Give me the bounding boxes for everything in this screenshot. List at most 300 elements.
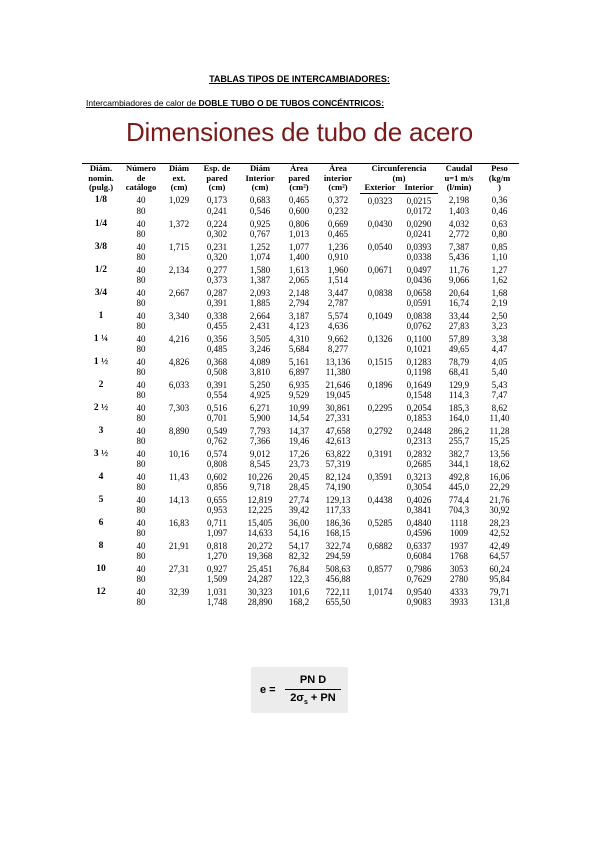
cell-catalog-number: 80 — [136, 505, 146, 515]
formula-denominator: $2\sigma_s$ + PN — [290, 692, 336, 707]
cell-circ-interior: 0,7629 — [406, 574, 432, 584]
cell-outer-diameter: 7,303 — [168, 402, 190, 413]
cell-nominal-diameter: 6 — [98, 517, 104, 528]
cell-wall-area: 2,794 — [288, 298, 310, 308]
header-nominal-diameter: Diám. nomin. (pulg.) — [82, 164, 120, 194]
cell-inner-diameter: 1,885 — [249, 298, 271, 308]
formula-fraction-bar — [285, 689, 341, 690]
cell-circ-exterior: 0,0671 — [367, 264, 393, 275]
cell-catalog-number: 40 — [136, 471, 146, 482]
cell-inner-diameter: 0,767 — [249, 229, 271, 239]
cell-nominal-diameter: 1/4 — [94, 218, 108, 229]
cell-nominal-diameter: 1 — [98, 310, 104, 321]
cell-outer-diameter: 10,16 — [168, 448, 190, 459]
cell-circ-interior: 0,0172 — [406, 206, 432, 216]
cell-weight: 2,50 — [491, 310, 508, 321]
table-row — [82, 516, 519, 529]
cell-inner-diameter: 24,287 — [247, 574, 273, 584]
cell-inner-area: 456,88 — [325, 574, 351, 584]
cell-weight: 16,06 — [489, 471, 510, 482]
cell-flow: 27,83 — [448, 321, 470, 331]
cell-flow: 33,44 — [448, 310, 470, 321]
cell-nominal-diameter: 1/8 — [94, 195, 108, 205]
cell-outer-diameter: 6,033 — [168, 379, 190, 390]
table-row — [82, 574, 519, 585]
header-circ-interior: Interior — [404, 182, 434, 192]
cell-inner-diameter: 3,810 — [249, 367, 271, 377]
cell-inner-diameter: 15,405 — [247, 517, 273, 528]
cell-weight: 60,24 — [489, 563, 510, 574]
cell-catalog-number: 40 — [136, 218, 146, 229]
cell-weight: 15,25 — [489, 436, 510, 446]
cell-weight: 3,38 — [491, 333, 508, 344]
table-row — [82, 378, 519, 391]
cell-nominal-diameter: 3 — [98, 425, 104, 436]
cell-wall-thickness: 0,455 — [206, 321, 228, 331]
table-row — [82, 332, 519, 345]
header-catalog-number: Número de catálogo — [120, 164, 162, 194]
cell-wall-area: 122,3 — [288, 574, 310, 584]
table-row — [82, 401, 519, 414]
cell-wall-area: 54,17 — [288, 540, 310, 551]
cell-inner-diameter: 19,368 — [247, 551, 273, 561]
cell-outer-diameter: 16,83 — [168, 517, 190, 528]
cell-circ-interior: 0,6084 — [406, 551, 432, 561]
subtitle-prefix: Intercambiadores de calor de — [86, 98, 199, 108]
cell-circ-interior: 0,1853 — [406, 413, 432, 423]
cell-circ-exterior: 1,0174 — [367, 586, 393, 597]
cell-inner-diameter: 9,012 — [249, 448, 271, 459]
cell-inner-diameter: 1,252 — [249, 241, 271, 252]
cell-nominal-diameter: 8 — [98, 540, 104, 551]
table-row — [82, 436, 519, 447]
cell-inner-diameter: 12,819 — [247, 494, 273, 505]
cell-wall-area: 17,26 — [288, 448, 310, 459]
cell-circ-interior: 0,6337 — [406, 540, 432, 551]
cell-flow: 774,4 — [448, 494, 470, 505]
header-flow: Caudal u=1 m/s (l/min) — [438, 164, 480, 194]
table-row — [82, 447, 519, 460]
cell-wall-area: 54,16 — [288, 528, 310, 538]
cell-catalog-number: 40 — [136, 494, 146, 505]
cell-weight: 0,80 — [491, 229, 508, 239]
cell-catalog-number: 80 — [136, 275, 146, 285]
cell-catalog-number: 40 — [136, 563, 146, 574]
cell-wall-area: 14,37 — [288, 425, 310, 436]
cell-weight: 4,47 — [491, 344, 508, 354]
cell-wall-thickness: 0,173 — [206, 195, 228, 206]
cell-flow: 114,3 — [449, 390, 469, 400]
cell-weight: 7,47 — [491, 390, 508, 400]
cell-weight: 5,43 — [491, 379, 508, 390]
cell-flow: 3053 — [450, 563, 468, 574]
cell-flow: 57,89 — [448, 333, 470, 344]
cell-wall-thickness: 0,368 — [206, 356, 228, 367]
cell-inner-area: 294,59 — [325, 551, 351, 561]
table-row — [82, 390, 519, 401]
cell-flow: 49,65 — [448, 344, 470, 354]
cell-wall-area: 1,013 — [288, 229, 310, 239]
cell-weight: 1,27 — [491, 264, 508, 275]
cell-circ-interior: 0,0338 — [406, 252, 432, 262]
cell-weight: 95,84 — [489, 574, 510, 584]
cell-weight: 21,76 — [489, 494, 510, 505]
cell-circ-interior: 0,0290 — [406, 218, 432, 229]
cell-inner-area: 13,136 — [325, 356, 351, 367]
cell-wall-thickness: 0,302 — [206, 229, 228, 239]
cell-flow: 704,3 — [448, 505, 470, 515]
table-row — [82, 309, 519, 322]
cell-wall-area: 76,84 — [288, 563, 310, 574]
cell-circ-interior: 0,2685 — [406, 459, 432, 469]
cell-weight: 0,46 — [491, 206, 508, 216]
cell-catalog-number: 80 — [136, 229, 146, 239]
cell-catalog-number: 80 — [136, 551, 146, 561]
cell-wall-thickness: 0,224 — [206, 218, 228, 229]
cell-circ-interior: 0,0215 — [406, 195, 432, 206]
cell-nominal-diameter: 1/2 — [94, 264, 108, 275]
cell-catalog-number: 80 — [136, 252, 146, 262]
cell-inner-area: 21,646 — [325, 379, 351, 390]
cell-weight: 2,19 — [491, 298, 508, 308]
cell-flow: 286,2 — [448, 425, 470, 436]
cell-flow: 255,7 — [448, 436, 470, 446]
cell-nominal-diameter: 3/8 — [94, 241, 108, 252]
cell-inner-diameter: 4,089 — [249, 356, 271, 367]
table-row — [82, 482, 519, 493]
table-heading: Dimensiones de tubo de acero — [125, 117, 474, 147]
header-circumference: Circunferencia (m) — [360, 164, 438, 184]
cell-inner-area: 0,465 — [327, 229, 349, 239]
cell-inner-diameter: 5,900 — [249, 413, 271, 423]
cell-circ-interior: 0,7986 — [406, 563, 432, 574]
cell-flow: 2,772 — [448, 229, 470, 239]
cell-flow: 20,64 — [448, 287, 470, 298]
cell-circ-exterior: 0,4438 — [367, 494, 393, 505]
cell-catalog-number: 80 — [136, 367, 146, 377]
table-row — [82, 321, 519, 332]
cell-catalog-number: 40 — [136, 540, 146, 551]
cell-wall-area: 20,45 — [288, 471, 310, 482]
cell-wall-area: 6,935 — [288, 379, 310, 390]
cell-inner-diameter: 8,545 — [249, 459, 271, 469]
cell-inner-area: 42,613 — [325, 436, 351, 446]
cell-wall-area: 1,613 — [288, 264, 310, 275]
cell-flow: 2,198 — [448, 195, 470, 206]
cell-flow: 185,3 — [448, 402, 470, 413]
cell-weight: 79,71 — [489, 586, 510, 597]
cell-wall-thickness: 0,241 — [206, 206, 228, 216]
cell-weight: 4,05 — [491, 356, 508, 367]
cell-wall-area: 23,73 — [288, 459, 310, 469]
cell-circ-interior: 0,1548 — [406, 390, 432, 400]
subtitle-bold: DOBLE TUBO O DE TUBOS CONCÉNTRICOS: — [198, 98, 385, 108]
cell-catalog-number: 40 — [136, 264, 146, 275]
cell-outer-diameter: 1,372 — [168, 218, 190, 229]
table-row — [82, 286, 519, 299]
header-wall-area: Área pared (cm²) — [282, 164, 316, 194]
cell-catalog-number: 80 — [136, 574, 146, 584]
cell-circ-interior: 0,2448 — [406, 425, 432, 436]
cell-circ-interior: 0,1021 — [406, 344, 432, 354]
cell-wall-thickness: 0,391 — [206, 298, 228, 308]
cell-circ-interior: 0,3054 — [406, 482, 432, 492]
cell-inner-diameter: 0,925 — [249, 218, 271, 229]
document-title: TABLAS TIPOS DE INTERCAMBIADORES: — [209, 74, 390, 84]
cell-wall-thickness: 0,287 — [206, 287, 228, 298]
cell-circ-interior: 0,1283 — [406, 356, 432, 367]
cell-inner-area: 0,372 — [327, 195, 349, 206]
table-row — [82, 355, 519, 368]
cell-inner-area: 0,669 — [327, 218, 349, 229]
table-row — [82, 505, 519, 516]
cell-inner-area: 5,574 — [327, 310, 349, 321]
cell-inner-diameter: 12,225 — [247, 505, 273, 515]
table-row — [82, 470, 519, 483]
cell-circ-interior: 0,4840 — [406, 517, 432, 528]
cell-flow: 4,032 — [448, 218, 470, 229]
cell-wall-area: 3,187 — [288, 310, 310, 321]
cell-flow: 164,0 — [448, 413, 470, 423]
cell-nominal-diameter: 3 ½ — [93, 448, 109, 459]
cell-flow: 5,436 — [448, 252, 470, 262]
table-row — [82, 493, 519, 506]
header-inner-area: Área interior (cm²) — [316, 164, 360, 194]
cell-catalog-number: 40 — [136, 448, 146, 459]
cell-inner-diameter: 10,226 — [247, 471, 273, 482]
table-row — [82, 539, 519, 552]
cell-circ-exterior: 0,3591 — [367, 471, 393, 482]
cell-circ-interior: 0,0591 — [406, 298, 432, 308]
table-row — [82, 562, 519, 575]
cell-nominal-diameter: 1 ¼ — [93, 333, 109, 344]
cell-wall-thickness: 0,701 — [206, 413, 228, 423]
cell-circ-exterior: 0,0838 — [367, 287, 393, 298]
cell-wall-thickness: 1,031 — [206, 586, 228, 597]
cell-inner-diameter: 1,580 — [249, 264, 271, 275]
cell-inner-area: 1,960 — [327, 264, 349, 275]
cell-wall-thickness: 0,711 — [207, 517, 227, 528]
cell-catalog-number: 80 — [136, 482, 146, 492]
cell-wall-area: 27,74 — [288, 494, 310, 505]
cell-wall-thickness: 0,231 — [206, 241, 228, 252]
cell-wall-thickness: 0,574 — [206, 448, 228, 459]
cell-flow: 129,9 — [448, 379, 470, 390]
cell-flow: 1768 — [450, 551, 468, 561]
cell-weight: 11,28 — [489, 425, 510, 436]
cell-weight: 5,40 — [491, 367, 508, 377]
cell-nominal-diameter: 5 — [98, 494, 104, 505]
cell-inner-area: 117,33 — [325, 505, 351, 515]
cell-circ-exterior: 0,0323 — [367, 195, 393, 206]
cell-inner-diameter: 1,074 — [249, 252, 271, 262]
cell-catalog-number: 40 — [136, 517, 146, 528]
cell-circ-interior: 0,2054 — [406, 402, 432, 413]
cell-circ-interior: 0,1198 — [406, 367, 432, 377]
cell-catalog-number: 80 — [136, 321, 146, 331]
table-row — [82, 217, 519, 230]
cell-weight: 1,68 — [491, 287, 508, 298]
cell-outer-diameter: 14,13 — [168, 494, 190, 505]
cell-inner-diameter: 1,387 — [249, 275, 271, 285]
cell-inner-area: 30,861 — [325, 402, 351, 413]
header-inner-diameter: Diám Interior (cm) — [238, 164, 282, 194]
cell-wall-thickness: 0,953 — [206, 505, 228, 515]
cell-flow: 11,76 — [449, 264, 469, 275]
cell-weight: 13,56 — [489, 448, 510, 459]
cell-circ-exterior: 0,3191 — [367, 448, 393, 459]
cell-inner-area: 0,910 — [327, 252, 349, 262]
cell-circ-interior: 0,0436 — [406, 275, 432, 285]
cell-circ-exterior: 0,6882 — [367, 540, 393, 551]
cell-wall-thickness: 0,391 — [206, 379, 228, 390]
cell-flow: 1,403 — [448, 206, 470, 216]
cell-wall-thickness: 1,270 — [206, 551, 228, 561]
cell-catalog-number: 80 — [136, 390, 146, 400]
cell-circ-exterior: 0,1326 — [367, 333, 393, 344]
cell-weight: 11,40 — [489, 413, 510, 423]
cell-weight: 1,10 — [491, 252, 508, 262]
cell-inner-diameter: 28,890 — [247, 597, 273, 607]
cell-catalog-number: 80 — [136, 413, 146, 423]
cell-inner-area: 655,50 — [325, 597, 351, 607]
cell-outer-diameter: 1,029 — [168, 195, 190, 205]
cell-outer-diameter: 11,43 — [169, 471, 189, 482]
cell-catalog-number: 40 — [136, 356, 146, 367]
cell-inner-area: 1,514 — [327, 275, 349, 285]
cell-wall-thickness: 1,097 — [206, 528, 228, 538]
cell-outer-diameter: 32,39 — [168, 586, 190, 597]
cell-wall-area: 1,400 — [288, 252, 310, 262]
cell-circ-exterior: 0,2792 — [367, 425, 393, 436]
cell-wall-thickness: 0,808 — [206, 459, 228, 469]
cell-inner-area: 57,319 — [325, 459, 351, 469]
cell-nominal-diameter: 4 — [98, 471, 104, 482]
cell-catalog-number: 80 — [136, 459, 146, 469]
cell-weight: 64,57 — [489, 551, 510, 561]
cell-inner-diameter: 2,093 — [249, 287, 271, 298]
cell-outer-diameter: 27,31 — [168, 563, 190, 574]
cell-catalog-number: 80 — [136, 436, 146, 446]
cell-inner-diameter: 14,633 — [247, 528, 273, 538]
cell-wall-area: 168,2 — [288, 597, 310, 607]
cell-inner-area: 63,822 — [325, 448, 351, 459]
table-row — [82, 252, 519, 263]
cell-catalog-number: 40 — [136, 402, 146, 413]
cell-inner-diameter: 0,546 — [249, 206, 271, 216]
table-row — [82, 459, 519, 470]
cell-wall-thickness: 0,277 — [206, 264, 228, 275]
cell-inner-area: 8,277 — [327, 344, 349, 354]
cell-flow: 68,41 — [448, 367, 470, 377]
wall-thickness-formula — [251, 667, 348, 713]
cell-catalog-number: 40 — [136, 195, 146, 206]
table-row — [82, 551, 519, 562]
cell-catalog-number: 80 — [136, 298, 146, 308]
cell-flow: 7,387 — [448, 241, 470, 252]
cell-catalog-number: 40 — [136, 310, 146, 321]
cell-wall-area: 39,42 — [288, 505, 310, 515]
cell-outer-diameter: 2,667 — [168, 287, 190, 298]
cell-flow: 382,7 — [448, 448, 470, 459]
cell-weight: 131,8 — [489, 597, 510, 607]
cell-nominal-diameter: 3/4 — [94, 287, 108, 298]
cell-flow: 3933 — [450, 597, 468, 607]
cell-circ-exterior: 0,2295 — [367, 402, 393, 413]
table-row — [82, 424, 519, 437]
cell-flow: 1009 — [450, 528, 468, 538]
cell-circ-exterior: 0,1049 — [367, 310, 393, 321]
header-weight: Peso (kg/m ) — [480, 164, 519, 194]
table-row — [82, 206, 519, 217]
table-row — [82, 367, 519, 378]
cell-inner-area: 27,331 — [325, 413, 351, 423]
cell-wall-area: 5,161 — [288, 356, 310, 367]
cell-wall-thickness: 0,856 — [206, 482, 228, 492]
cell-flow: 1937 — [450, 540, 468, 551]
cell-flow: 9,066 — [448, 275, 470, 285]
cell-inner-area: 19,045 — [325, 390, 351, 400]
table-row — [82, 193, 519, 206]
cell-wall-area: 4,123 — [288, 321, 310, 331]
table-row — [82, 229, 519, 240]
cell-catalog-number: 40 — [136, 333, 146, 344]
cell-flow: 2780 — [450, 574, 468, 584]
cell-outer-diameter: 3,340 — [168, 310, 190, 321]
cell-weight: 30,92 — [489, 505, 510, 515]
cell-circ-interior: 0,0838 — [406, 310, 432, 321]
cell-wall-thickness: 0,602 — [206, 471, 228, 482]
cell-weight: 18,62 — [489, 459, 510, 469]
table-row — [82, 263, 519, 276]
cell-circ-exterior: 0,1896 — [367, 379, 393, 390]
cell-wall-thickness: 1,748 — [206, 597, 228, 607]
cell-inner-diameter: 3,505 — [249, 333, 271, 344]
cell-inner-diameter: 2,431 — [249, 321, 271, 331]
cell-inner-area: 1,236 — [327, 241, 349, 252]
table-row — [82, 298, 519, 309]
cell-wall-thickness: 0,320 — [206, 252, 228, 262]
cell-catalog-number: 80 — [136, 528, 146, 538]
cell-wall-area: 28,45 — [288, 482, 310, 492]
cell-inner-diameter: 2,664 — [249, 310, 271, 321]
cell-weight: 8,62 — [491, 402, 508, 413]
cell-weight: 0,85 — [491, 241, 508, 252]
table-row — [82, 597, 519, 608]
cell-flow: 16,74 — [448, 298, 470, 308]
cell-wall-area: 0,600 — [288, 206, 310, 216]
cell-circ-interior: 0,9083 — [406, 597, 432, 607]
cell-inner-diameter: 30,323 — [247, 586, 273, 597]
cell-weight: 28,23 — [489, 517, 510, 528]
cell-circ-exterior: 0,0430 — [367, 218, 393, 229]
cell-circ-interior: 0,1649 — [406, 379, 432, 390]
cell-inner-area: 186,36 — [325, 517, 351, 528]
header-circ-exterior: Exterior — [364, 182, 396, 192]
cell-circ-interior: 0,9540 — [406, 586, 432, 597]
steel-pipe-table — [82, 163, 519, 608]
cell-inner-area: 74,190 — [325, 482, 351, 492]
cell-wall-area: 36,00 — [288, 517, 310, 528]
cell-flow: 344,1 — [448, 459, 470, 469]
cell-inner-diameter: 7,793 — [249, 425, 271, 436]
cell-wall-area: 10,99 — [288, 402, 310, 413]
cell-inner-area: 2,787 — [327, 298, 349, 308]
cell-wall-thickness: 0,549 — [206, 425, 228, 436]
cell-inner-diameter: 0,683 — [249, 195, 271, 206]
cell-inner-diameter: 3,246 — [249, 344, 271, 354]
cell-circ-interior: 0,4026 — [406, 494, 432, 505]
